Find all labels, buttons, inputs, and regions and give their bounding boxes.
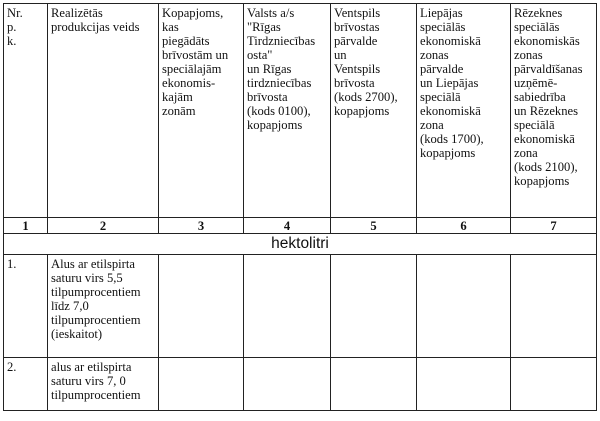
product-type-cell	[48, 255, 159, 358]
column-number: 2	[48, 218, 159, 234]
header-nr-label: Nr. p. k.	[7, 6, 23, 48]
header-cell-riga	[244, 4, 331, 218]
table-row	[4, 255, 597, 358]
header-row	[4, 4, 597, 218]
value-cell	[159, 358, 244, 411]
header-cell-rezekne	[511, 4, 597, 218]
header-cell-total-volume	[159, 4, 244, 218]
column-number-row	[4, 218, 597, 234]
unit-row	[4, 234, 597, 255]
header-total-volume-label: Kopapjoms, kas piegādāts brīvostām un speciālajām ekonomis- kajām zonām	[162, 6, 229, 118]
header-rezekne-label: Rēzeknes speciālās ekonomiskās zonas pārvaldīšanas uzņēmē- sabiedrība un Rēzeknes speciālā ekonomiskā zona (kods 2100), kopapjoms	[514, 6, 583, 188]
column-number: 1	[4, 218, 48, 234]
value-cell	[511, 255, 597, 358]
value-cell	[244, 255, 331, 358]
column-number: 3	[159, 218, 244, 234]
value-cell	[511, 358, 597, 411]
value-cell	[331, 358, 417, 411]
header-cell-ventspils	[331, 4, 417, 218]
row-number-cell	[4, 358, 48, 411]
header-liepaja-label: Liepājas speciālās ekonomiskā zonas pārvalde un Liepājas speciālā ekonomiskā zona (kods 1700), kopapjoms	[420, 6, 484, 160]
product-type-cell	[48, 358, 159, 411]
header-cell-liepaja	[417, 4, 511, 218]
data-table	[3, 3, 597, 411]
product-type-text: alus ar etilspirta saturu virs 7, 0 tilpumprocentiem	[51, 360, 141, 402]
header-cell-product-type	[48, 4, 159, 218]
row-number: 1.	[7, 257, 17, 271]
value-cell	[417, 255, 511, 358]
value-cell	[244, 358, 331, 411]
header-product-type-label: Realizētās produkcijas veids	[51, 6, 140, 34]
header-ventspils-label: Ventspils brīvostas pārvalde un Ventspils brīvosta (kods 2700), kopapjoms	[334, 6, 398, 118]
column-number: 6	[417, 218, 511, 234]
value-cell	[159, 255, 244, 358]
column-number: 4	[244, 218, 331, 234]
column-number: 5	[331, 218, 417, 234]
column-number: 7	[511, 218, 597, 234]
table-row	[4, 358, 597, 411]
value-cell	[417, 358, 511, 411]
product-type-text: Alus ar etilspirta saturu virs 5,5 tilpumprocentiem līdz 7,0 tilpumprocentiem (ieskaitot)	[51, 257, 141, 341]
unit-label: hektolitri	[4, 234, 597, 255]
header-riga-label: Valsts a/s "Rīgas Tirdzniecības osta" un Rīgas tirdzniecības brīvosta (kods 0100), kopapjoms	[247, 6, 316, 132]
row-number-cell	[4, 255, 48, 358]
row-number: 2.	[7, 360, 17, 374]
value-cell	[331, 255, 417, 358]
header-cell-nr	[4, 4, 48, 218]
